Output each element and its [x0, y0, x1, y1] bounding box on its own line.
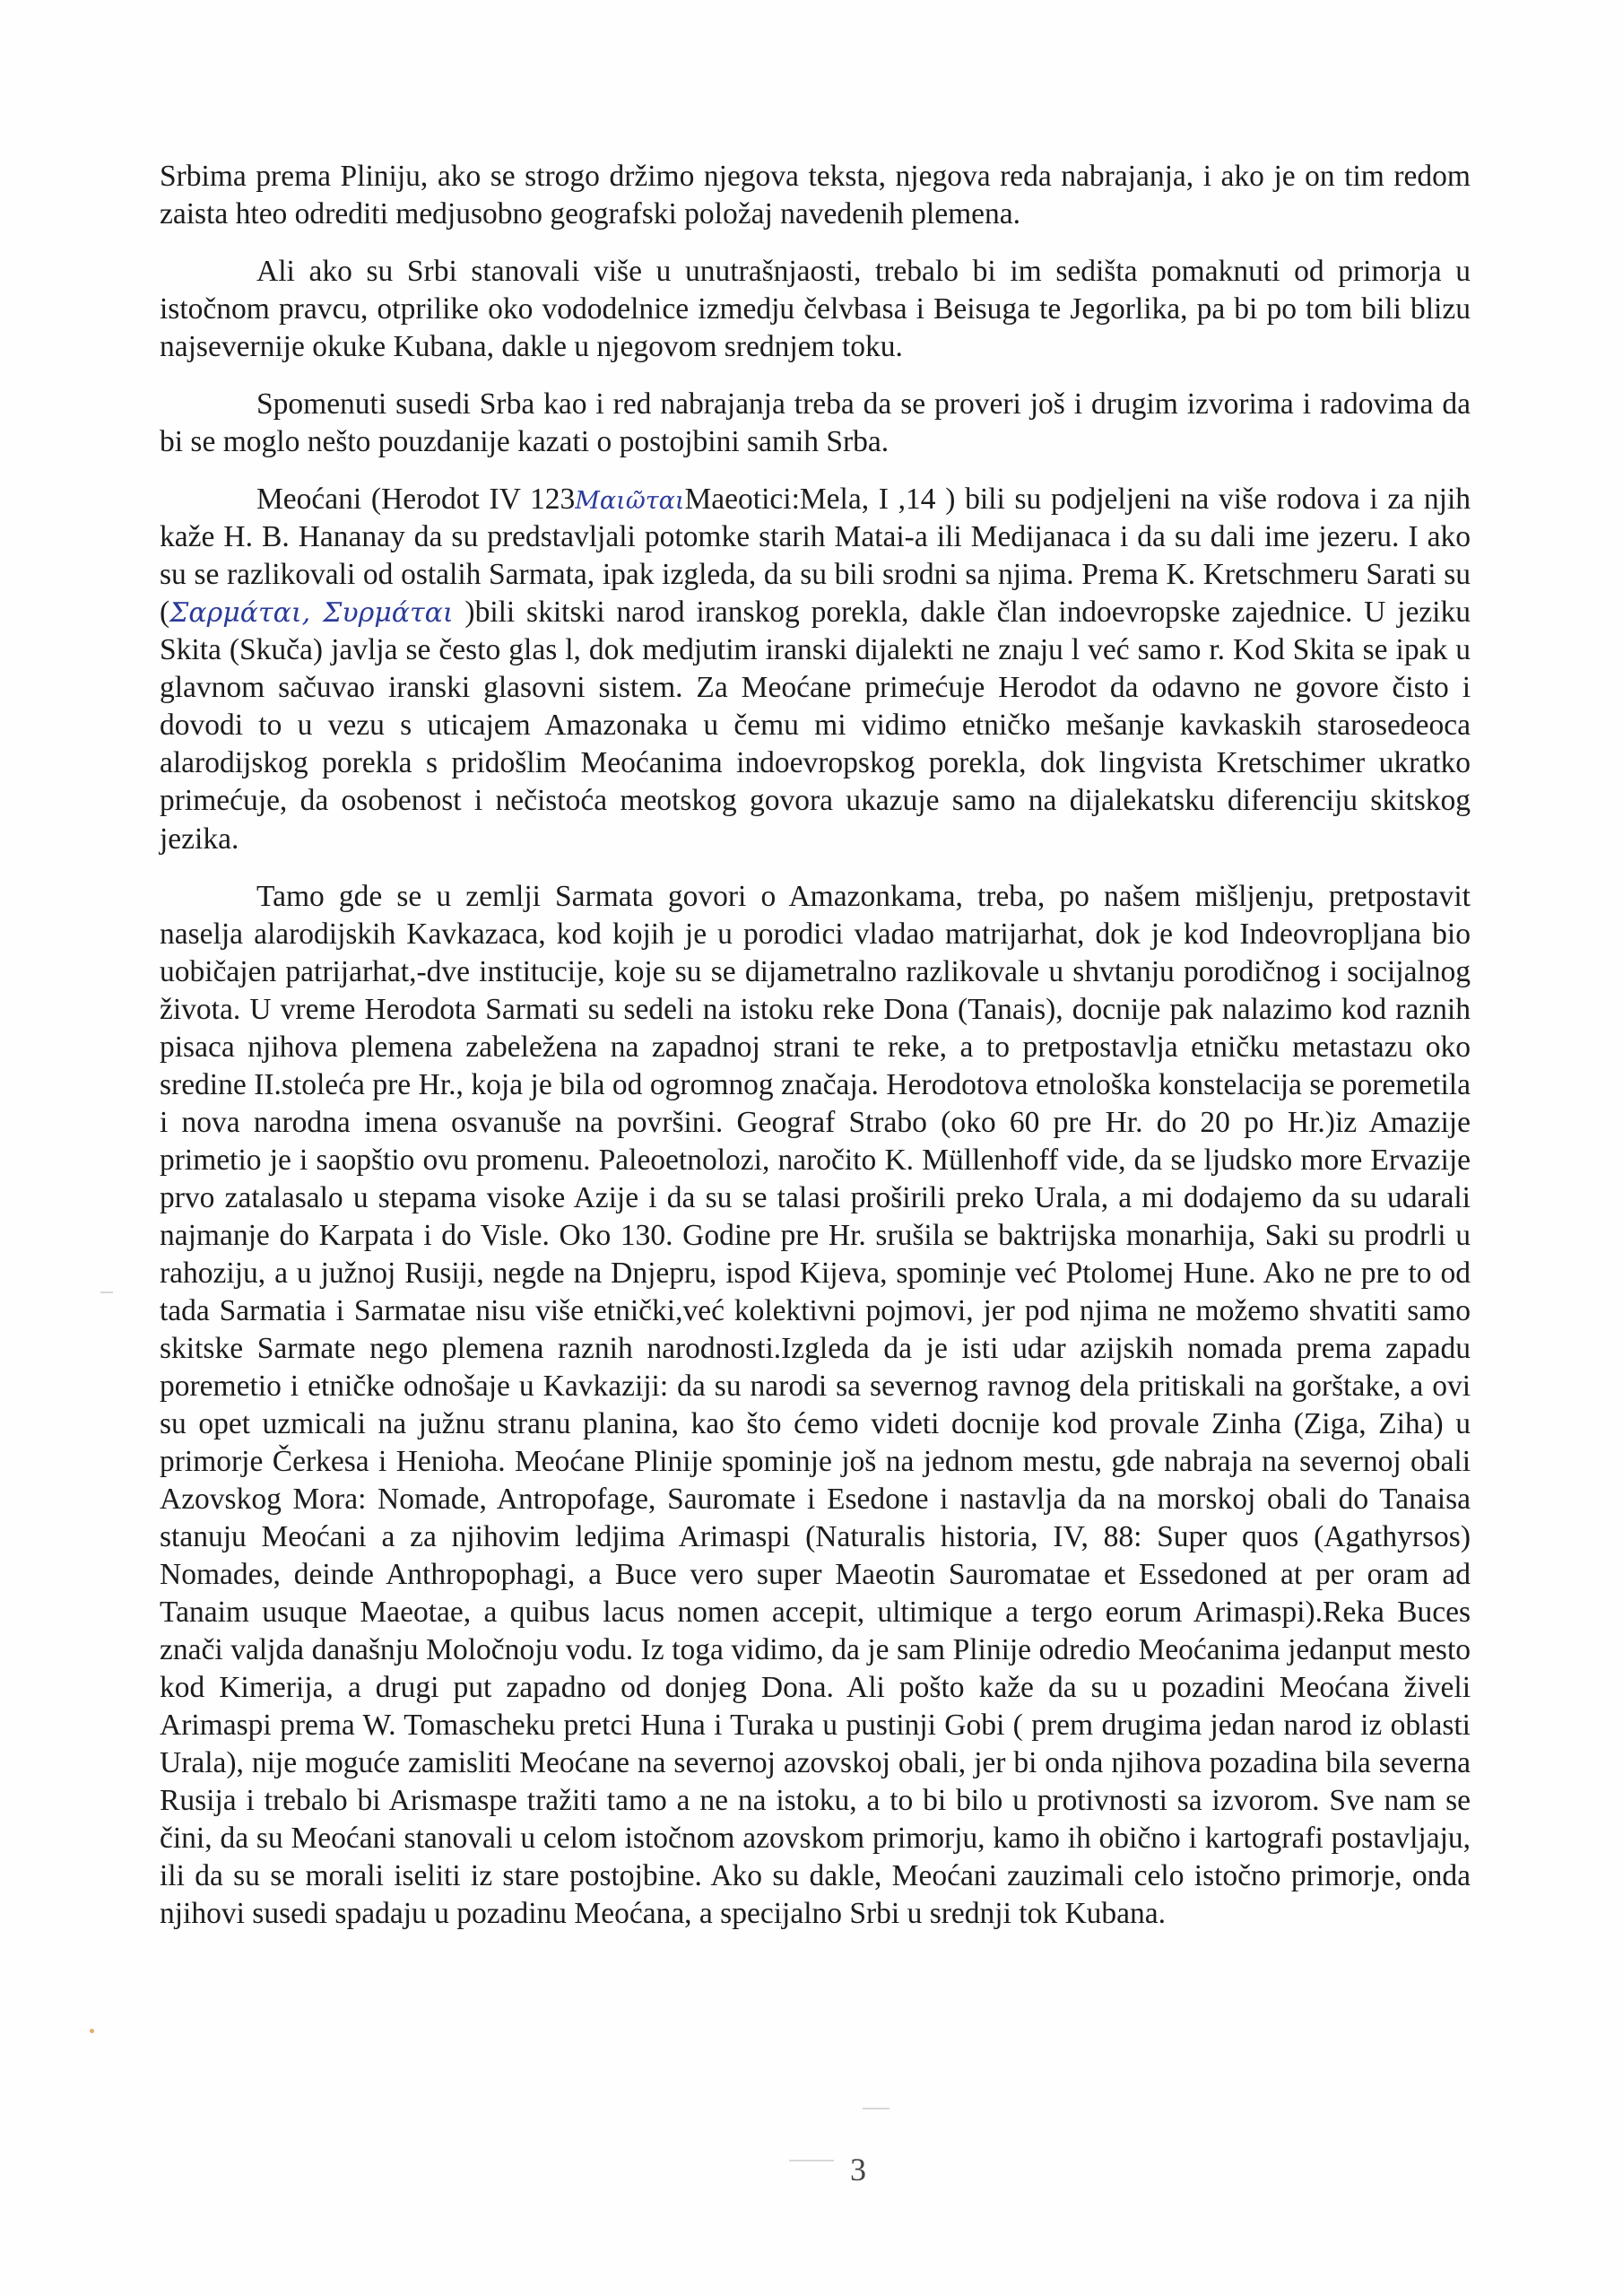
scan-artifact-line: [100, 1292, 113, 1293]
scan-artifact-line: [789, 2160, 834, 2161]
paragraph-4-end: )bili skitski narod iranskog porekla, dakle član indoevropske zajednice. U jeziku Skita (Skuča) javlja se često glas l, dok medjutim iranski dijalekti ne znaju l već samo r. Kod Skita se ipak u glavnom sačuvao iranski glasovni sistem. Za Meoćane primećuje Herodot da odavno ne govore čisto i dovodi to u vezu s uticajem Amazonaka u čemu mi vidimo etničko mešanje kavkaskih starosedeoca alarodijskog porekla s pridošlim Meoćanima indoevropskog porekla, dok lingvista Kretschimer ukratko primećuje, da osobenost i nečistoća meotskog govora ukazuje samo na dijalekatsku diferenciju skitskog jezika.: [160, 596, 1471, 856]
page-number: 3: [850, 2152, 866, 2187]
paragraph-2: Ali ako su Srbi stanovali više u unutrašnjaosti, trebalo bi im sedišta pomaknuti od primorja u istočnom pravcu, otprilike oko vododelnice izmedju čelvbasa i Beisuga te Jegorlika, pa bi po tom bili blizu najsevernije okuke Kubana, dakle u njegovom srednjem toku.: [160, 255, 1471, 364]
paragraph-5: Tamo gde se u zemlji Sarmata govori o Amazonkama, treba, po našem mišljenju, pretpostavit naselja alarodijskih Kavkazaca, kod kojih je u porodici vladao matrijarhat, dok je kod Indeovropljana bio uobičajen patrijarhat,-dve institucije, koje su se dijametralno razlikovale u shvtanju porodičnog i socijalnog života. U vreme Herodota Sarmati su sedeli na istoku reke Dona (Tanais), docnije pak nalazimo kod raznih pisaca njihova plemena zabeležena na zapadnoj strani te reke, a to pretpostavlja etničku metastazu oko sredine II.stoleća pre Hr., koja je bila od ogromnog značaja. Herodotova etnološka konstelacija se poremetila i nova narodna imena osvanuše na površini. Geograf Strabo (oko 60 pre Hr. do 20 po Hr.)iz Amazije primetio je i saopštio ovu promenu. Paleoetnolozi, naročito K. Müllenhoff vide, da se ljudsko more Ervazije prvo zatalasalo u stepama visoke Azije i da su se talasi proširili preko Urala, a mi dodajemo da su udarali najmanje do Karpata i do Visle. Oko 130. Godine pre Hr. srušila se baktrijska monarhija, Saki su prodrli u rahoziju, a u južnoj Rusiji, negde na Dnjepru, ispod Kijeva, spominje već Ptolomej Hune. Ako ne pre to od tada Sarmatia i Sarmatae nisu više etnički,već kolektivni pojmovi, jer pod njima ne možemo shvatiti samo skitske Sarmate nego plemena raznih narodnosti.Izgleda da je isti udar azijskih nomada prema zapadu poremetio i etničke odnošaje u Kavkaziji: da su narodi sa severnog ravnog dela pritiskali na gorštake, a ovi su opet uzmicali na južnu stranu planina, kao što ćemo videti docnije kod provale Zinha (Ziga, Ziha) u primorje Čerkesa i Henioha. Meoćane Plinije spominje još na jednom mestu, gde nabraja na severnoj obali Azovskog Mora: Nomade, Antropofage, Sauromate i Esedone i nastavlja da na morskoj obali do Tanaisa stanuju Meoćani a za njihovim ledjima Arimaspi (Naturalis historia, IV, 88: Super quos (Agathyrsos) Nomades, deinde Anthropophagi, a Buce vero super Maeotin Sauromatae et Essedoned at per oram ad Tanaim usuque Maeotae, a quibus lacus nomen accepit, ultimique a tergo eorum Arimaspi).Reka Buces znači valjda današnju Moločnoju vodu. Iz toga vidimo, da je sam Plinije odredio Meoćanima jedanput mesto kod Kimerija, a drugi put zapadno od donjeg Dona. Ali pošto kaže da su u pozadini Meoćana živeli Arimaspi prema W. Tomascheku pretci Huna i Turaka u pustinji Gobi ( prem drugima jedan narod iz oblasti Urala), nije moguće zamisliti Meoćane na severnoj azovskoj obali, jer bi onda njihova pozadina bila severna Rusija i trebalo bi Arismaspe tražiti tamo a ne na istoku, a to bi bilo u protivnosti sa izvorom. Sve nam se čini, da su Meoćani stanovali u celom istočnom azovskom primorju, kamo ih obično i kartografi postavljaju, ili da su se morali iseliti iz stare postojbine. Ako su dakle, Meoćani zauzimali celo istočno primorje, onda njihovi susedi spadaju u pozadinu Meoćana, a specijalno Srbi u srednji tok Kubana.: [160, 879, 1471, 1931]
handwritten-greek-names: Σαρμάται, Συρμάται: [169, 597, 454, 630]
scan-artifact-line: [863, 2108, 890, 2109]
document-body: [160, 158, 1471, 1952]
paragraph-1: Srbima prema Pliniju, ako se strogo držimo njegova teksta, njegova reda nabrajanja, i ako je on tim redom zaista hteo odrediti medjusobno geografski položaj navedenih plemena.: [160, 160, 1471, 231]
paragraph-4-middle: Maeotici:Mela, I ,14 ) bili su podjeljeni na više rodova i za njih kaže H. B. Hananay da su predstavljali potomke starih Matai-a ili Medijanaca i da su dali ime jezeru. I ako su se razlikovali od ostalih Sarmata, ipak izgleda, da su bili srodni sa njima. Prema K. Kretschmeru Sarati su (: [160, 483, 1471, 630]
paragraph-4: [160, 481, 1471, 857]
paragraph-3: Spomenuti susedi Srba kao i red nabrajanja treba da se proveri još i drugim izvorima i radovima da bi se moglo nešto pouzdanije kazati o postojbini samih Srba.: [160, 387, 1471, 459]
scan-artifact-dot: [90, 2029, 94, 2033]
handwritten-greek-annotation: Μαιῶται: [575, 487, 685, 516]
paragraph-4-start: Meoćani (Herodot IV 123: [256, 483, 576, 517]
